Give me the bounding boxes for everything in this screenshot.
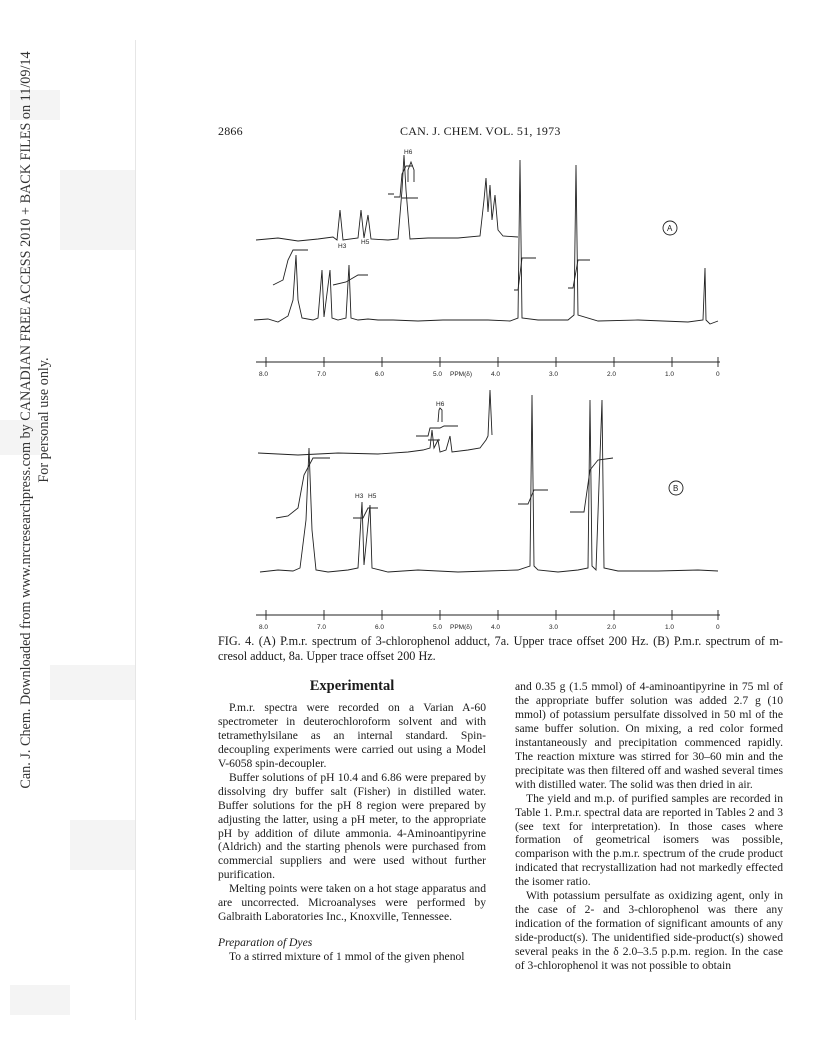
scan-artifact xyxy=(10,985,70,1015)
scan-artifact xyxy=(50,665,135,700)
paragraph: The yield and m.p. of purified samples are recorded in Table 1. P.m.r. spectral data are reported in Tables 2 and 3 (see text for interpretation). In those cases where formation of geometrical isomers was possible, comparison with the p.m.r. spectrum of the crude product indicated that recrystallization had not markedly effected the isomer ratio. xyxy=(515,791,783,889)
axis-a-tick-label: 6.0 xyxy=(375,371,385,378)
panel-b-peak-h6: H6 xyxy=(436,401,445,408)
axis-b-unit: PPM(δ) xyxy=(450,624,473,630)
axis-a-tick-label: 8.0 xyxy=(259,371,269,378)
left-column xyxy=(218,680,486,964)
page-number: 2866 xyxy=(218,124,243,138)
paragraph: P.m.r. spectra were recorded on a Varian A-60 spectrometer in deuterochloroform solvent and with tetramethylsilane as an internal standard. Spin-decoupling experiments were carried out using a Model V-6058 spin-decoupler. xyxy=(218,700,486,770)
axis-a-tick-label: 2.0 xyxy=(607,371,617,378)
axis-b-tick-label: 7.0 xyxy=(317,624,327,630)
axis-a-tick-label: 4.0 xyxy=(491,371,501,378)
spectrum-a-upper-trace xyxy=(256,155,518,241)
spectrum-b-upper-trace xyxy=(258,390,492,455)
right-column xyxy=(515,680,783,973)
axis-b-tick-label: 4.0 xyxy=(491,624,501,630)
axis-a-tick-label: 3.0 xyxy=(549,371,559,378)
margin-line xyxy=(135,40,136,1020)
download-notice xyxy=(17,5,57,835)
personal-use-notice: For personal use only. xyxy=(36,357,52,483)
axis-b-tick-label: 0 xyxy=(716,624,720,630)
spectrum-b-lower-integral xyxy=(276,458,613,518)
nmr-figure xyxy=(218,140,790,630)
download-notice-line: Can. J. Chem. Downloaded from www.nrcresearchpress.com by CANADIAN FREE ACCESS 2010 + BACK FILES on 11/09/14 xyxy=(18,51,34,789)
panel-a-peak-h3: H3 xyxy=(338,243,347,250)
figure-caption: FIG. 4. (A) P.m.r. spectrum of 3-chlorophenol adduct, 7a. Upper trace offset 200 Hz. (B) P.m.r. spectrum of m-cresol adduct, 8a. Upper trace offset 200 Hz. xyxy=(218,634,783,663)
spectrum-b-h6-mark xyxy=(438,408,442,422)
axis-a-tick-label: 1.0 xyxy=(665,371,675,378)
paragraph: Melting points were taken on a hot stage apparatus and are uncorrected. Microanalyses were performed by Galbraith Laboratories Inc., Knoxville, Tennessee. xyxy=(218,882,486,924)
panel-a-peak-h6: H6 xyxy=(404,149,413,156)
axis-b-tick-label: 3.0 xyxy=(549,624,559,630)
panel-a-label: A xyxy=(667,224,673,233)
panel-a-peak-h5: H5 xyxy=(361,239,370,246)
paragraph: With potassium persulfate as oxidizing agent, only in the case of 2- and 3-chlorophenol was there any indication of the formation of significant amounts of any side-product(s). The unidentified side-product(s) showed several peaks in the δ 2.0–3.5 p.p.m. region. In the case of 3-chlorophenol it was not possible to obtain xyxy=(515,889,783,973)
axis-a-tick-label: 7.0 xyxy=(317,371,327,378)
panel-b-peak-h5: H5 xyxy=(368,493,377,500)
axis-b-tick-label: 2.0 xyxy=(607,624,617,630)
journal-header: CAN. J. CHEM. VOL. 51, 1973 xyxy=(400,124,561,138)
axis-b-tick-label: 6.0 xyxy=(375,624,385,630)
scan-artifact xyxy=(70,820,135,870)
paragraph: and 0.35 g (1.5 mmol) of 4-aminoantipyrine in 75 ml of the appropriate buffer solution was added 2.7 g (10 mmol) of potassium persulfate dissolved in 50 ml of the same buffer solution. On mixing, a red color formed instantaneously and precipitation commenced rapidly. The reaction mixture was stirred for 30–60 min and the precipitate was then filtered off and washed several times with distilled water. The solid was then dried in air. xyxy=(515,680,783,791)
spectrum-a-h6-mark xyxy=(408,162,414,182)
paragraph: To a stirred mixture of 1 mmol of the given phenol xyxy=(229,950,465,964)
axis-b-tick-label: 5.0 xyxy=(433,624,443,630)
axis-a-unit: PPM(δ) xyxy=(450,371,473,378)
axis-b-tick-label: 8.0 xyxy=(259,624,269,630)
section-title: Experimental xyxy=(309,678,395,694)
subsection-heading: Preparation of Dyes xyxy=(218,936,313,950)
spectrum-b-upper-integral xyxy=(416,426,458,440)
axis-a-tick-label: 5.0 xyxy=(433,371,443,378)
scan-artifact xyxy=(60,170,135,250)
panel-b-label: B xyxy=(673,484,679,493)
axis-a-tick-label: 0 xyxy=(716,371,720,378)
paragraph: Buffer solutions of pH 10.4 and 6.86 were prepared by dissolving dry buffer salt (Fisher) in distilled water. Buffer solutions for the pH 8 region were prepared by adjusting the latter, using a pH meter, to the appropriate pH by addition of dilute ammonia. 4-Aminoantipyrine (Aldrich) and the starting phenols were purchased from commercial suppliers and were used without further purification. xyxy=(218,770,486,882)
panel-b-peak-h3: H3 xyxy=(355,493,364,500)
axis-b-tick-label: 1.0 xyxy=(665,624,675,630)
